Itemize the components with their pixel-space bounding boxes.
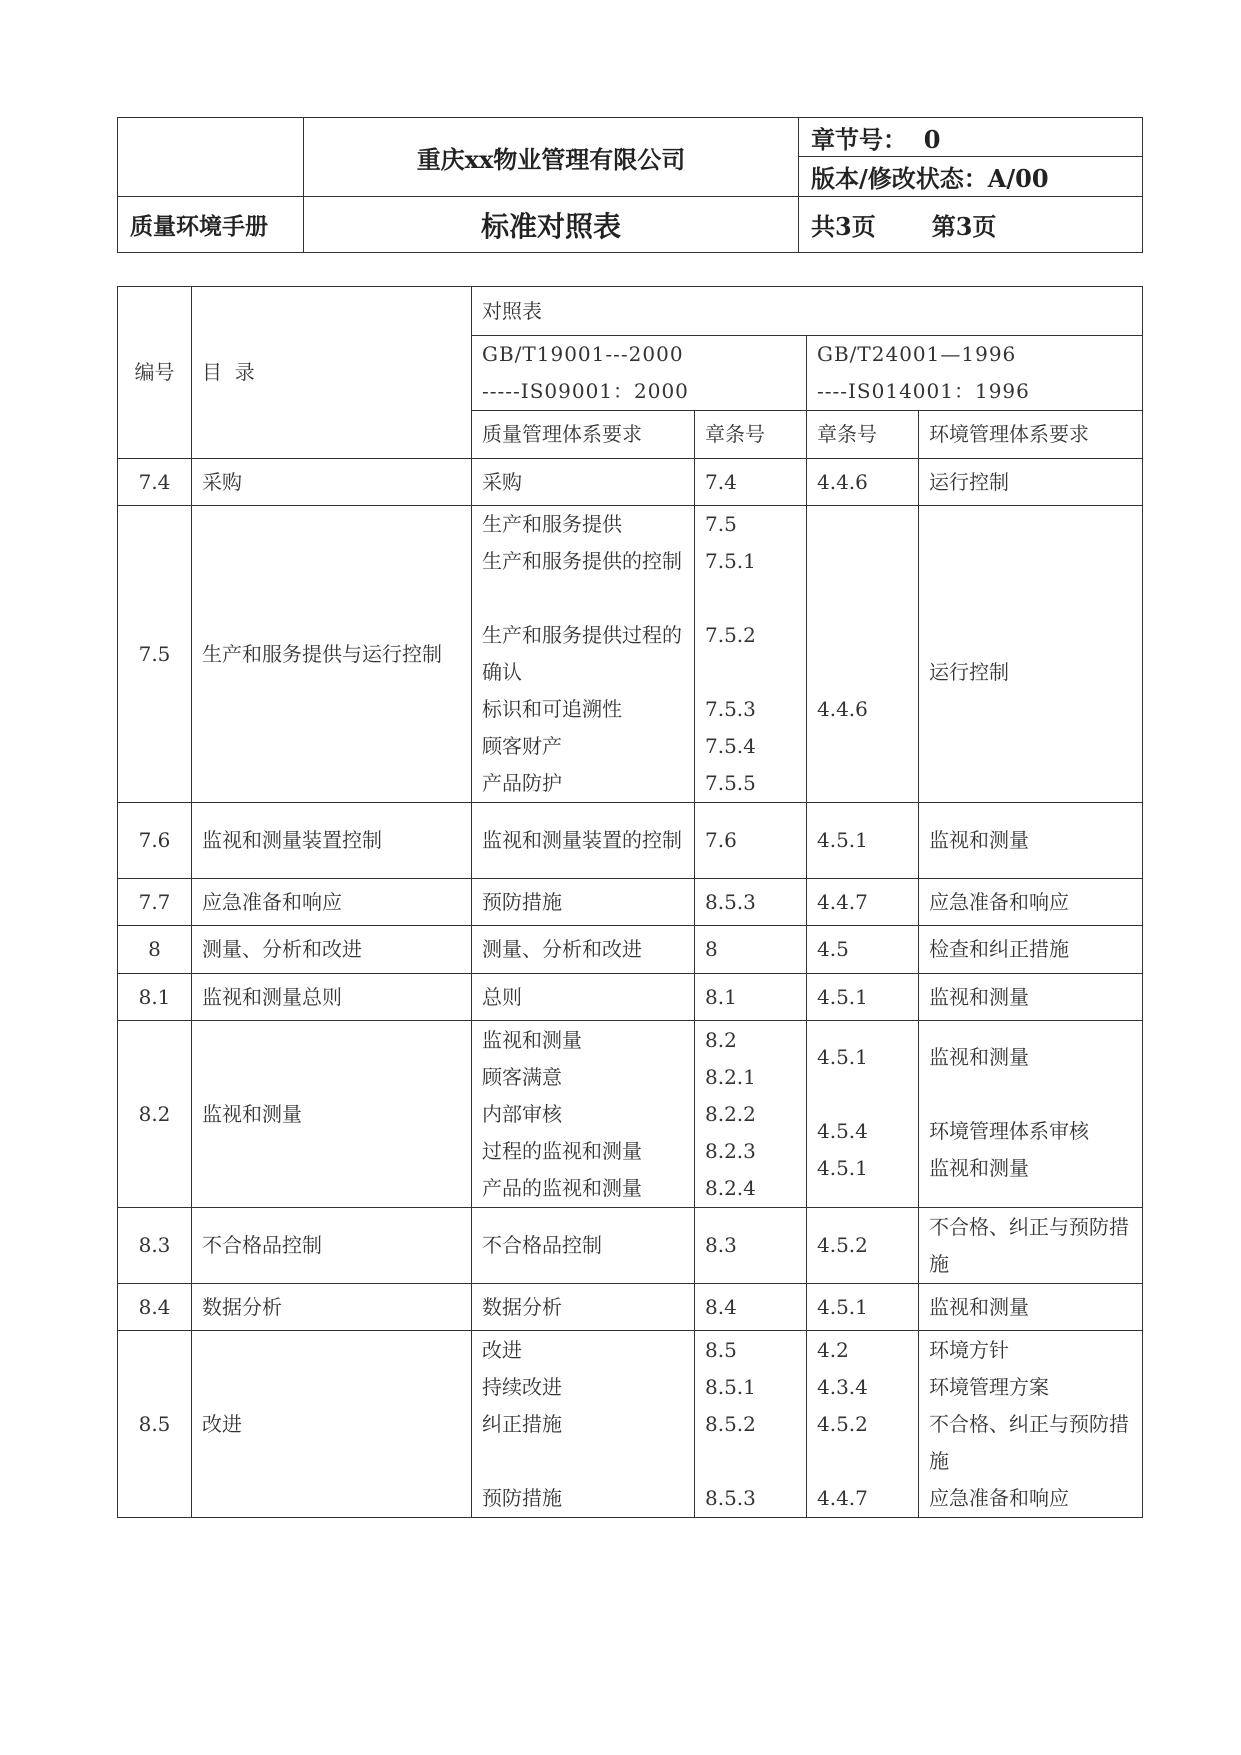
list-item: 生产和服务提供的控制 [482,549,682,573]
row-number: 7.4 [118,459,192,506]
list-item: 7.5 [705,512,737,536]
list-item: 生产和服务提供过程的确认 [482,623,682,684]
list-item: 4.2 [817,1337,849,1362]
sub-header-quality-clause: 章条号 [695,411,807,459]
table-row [118,974,1143,1021]
list-item: 持续改进 [482,1374,562,1399]
table-row [118,803,1143,879]
list-item: 7.5.4 [705,734,756,758]
page-info: 共3页 第3页 [799,197,1143,253]
table-row [118,879,1143,926]
col-header-no: 编号 [118,287,192,459]
list-item: 7.5.3 [705,697,756,721]
row-number: 8.5 [118,1331,192,1518]
quality-clauses-list [695,506,807,803]
list-item: 标识和可追溯性 [482,697,622,721]
list-item: 顾客财产 [482,734,562,758]
quality-clause: 8.3 [695,1208,807,1284]
quality-requirement: 监视和测量装置的控制 [472,803,695,879]
row-directory: 应急准备和响应 [192,879,472,926]
environment-clauses-list [807,1021,919,1208]
list-item: 7.5.1 [705,549,756,573]
list-item: 4.4.7 [817,1485,868,1510]
row-directory: 采购 [192,459,472,506]
list-item: 8.5.2 [705,1411,756,1436]
quality-clause: 7.6 [695,803,807,879]
environment-clause: 4.5.1 [807,1284,919,1331]
list-item: 预防措施 [482,1485,562,1510]
quality-requirement: 总则 [472,974,695,1021]
list-item: 内部审核 [482,1101,562,1126]
list-item: 4.3.4 [817,1374,868,1399]
environment-clause: 4.5 [807,926,919,974]
list-item: 纠正措施 [482,1411,562,1436]
list-item: 应急准备和响应 [929,1485,1069,1510]
list-item: 生产和服务提供 [482,512,622,536]
environment-requirement: 检查和纠正措施 [919,926,1143,974]
environment-requirement: 运行控制 [919,506,1143,803]
quality-requirement: 数据分析 [472,1284,695,1331]
list-item: 8.5.3 [705,1485,756,1510]
version-status: 版本/修改状态：A/00 [799,157,1143,197]
list-item: 环境方针 [929,1337,1009,1362]
environment-clause: 4.4.6 [807,459,919,506]
row-number: 8.2 [118,1021,192,1208]
environment-clause: 4.5.1 [807,974,919,1021]
environment-clause: 4.5.1 [807,803,919,879]
quality-requirement: 不合格品控制 [472,1208,695,1284]
list-item: 环境管理体系审核 [929,1119,1089,1143]
environment-requirement: 应急准备和响应 [919,879,1143,926]
sub-header-environment-clause: 章条号 [807,411,919,459]
environment-requirement: 监视和测量 [919,974,1143,1021]
list-item: 不合格、纠正与预防措施 [929,1411,1129,1473]
list-item: 8.5 [705,1337,737,1362]
quality-clause: 8.5.3 [695,879,807,926]
quality-clauses-list [695,1021,807,1208]
row-directory: 改进 [192,1331,472,1518]
environment-clause: 4.4.6 [807,506,919,803]
quality-clause: 8.4 [695,1284,807,1331]
environment-clause: 4.5.2 [807,1208,919,1284]
list-item: 过程的监视和测量 [482,1138,642,1163]
comparison-table [117,286,1143,1518]
quality-requirements-list [472,1021,695,1208]
list-item: 8.2.2 [705,1101,756,1126]
quality-requirement: 采购 [472,459,695,506]
row-directory: 生产和服务提供与运行控制 [192,506,472,803]
row-number: 8.1 [118,974,192,1021]
row-number: 8.4 [118,1284,192,1331]
col-header-directory: 目 录 [192,287,472,459]
quality-clause: 8 [695,926,807,974]
row-directory: 监视和测量总则 [192,974,472,1021]
sub-header-quality-requirements: 质量管理体系要求 [472,411,695,459]
environment-requirement: 运行控制 [919,459,1143,506]
list-item: 8.2 [705,1027,737,1052]
row-directory: 监视和测量 [192,1021,472,1208]
list-item: 4.5.2 [817,1411,868,1436]
standard-environment: GB/T24001—1996 ----IS014001：1996 [807,336,1143,411]
row-directory: 监视和测量装置控制 [192,803,472,879]
list-item: 8.2.1 [705,1064,756,1089]
row-directory: 数据分析 [192,1284,472,1331]
list-item: 8.2.3 [705,1138,756,1163]
quality-requirement: 测量、分析和改进 [472,926,695,974]
list-item: 7.5.2 [705,623,756,647]
environment-requirements-list [919,1021,1143,1208]
environment-requirement: 监视和测量 [919,803,1143,879]
row-number: 8.3 [118,1208,192,1284]
table-row [118,459,1143,506]
sub-header-environment-requirements: 环境管理体系要求 [919,411,1143,459]
table-row [118,506,1143,803]
list-item: 8.2.4 [705,1175,756,1200]
environment-requirement: 不合格、纠正与预防措施 [919,1208,1143,1284]
list-item: 监视和测量 [482,1027,582,1052]
list-item: 顾客满意 [482,1064,562,1089]
list-item: 环境管理方案 [929,1374,1049,1399]
quality-requirements-list [472,1331,695,1518]
row-number: 7.7 [118,879,192,926]
quality-clause: 7.4 [695,459,807,506]
list-item: 8.5.1 [705,1374,756,1399]
list-item: 产品的监视和测量 [482,1175,642,1200]
environment-requirements-list [919,1331,1143,1518]
table-row [118,1284,1143,1331]
group-header-comparison: 对照表 [472,287,1143,336]
list-item: 7.5.5 [705,771,756,795]
list-item: 4.5.1 [817,1045,868,1069]
table-row [118,1331,1143,1518]
company-name: 重庆xx物业管理有限公司 [304,118,799,197]
row-directory: 测量、分析和改进 [192,926,472,974]
list-item: 监视和测量 [929,1045,1029,1069]
table-row [118,1021,1143,1208]
header-blank-cell [118,118,304,197]
quality-requirements-list [472,506,695,803]
environment-clause: 4.4.7 [807,879,919,926]
environment-clauses-list [807,1331,919,1518]
quality-clauses-list [695,1331,807,1518]
document-header [117,117,1143,253]
row-directory: 不合格品控制 [192,1208,472,1284]
table-row [118,926,1143,974]
list-item: 改进 [482,1337,522,1362]
row-number: 7.6 [118,803,192,879]
row-number: 8 [118,926,192,974]
list-item: 监视和测量 [929,1156,1029,1180]
standard-quality: GB/T19001---2000 -----IS09001：2000 [472,336,807,411]
chapter-number: 章节号： 0 [799,118,1143,157]
quality-requirement: 预防措施 [472,879,695,926]
row-number: 7.5 [118,506,192,803]
list-item: 4.5.1 [817,1156,868,1180]
environment-requirement: 监视和测量 [919,1284,1143,1331]
manual-name: 质量环境手册 [118,197,304,253]
quality-clause: 8.1 [695,974,807,1021]
document-title: 标准对照表 [304,197,799,253]
list-item: 4.5.4 [817,1119,868,1143]
table-row [118,1208,1143,1284]
list-item: 产品防护 [482,771,562,795]
